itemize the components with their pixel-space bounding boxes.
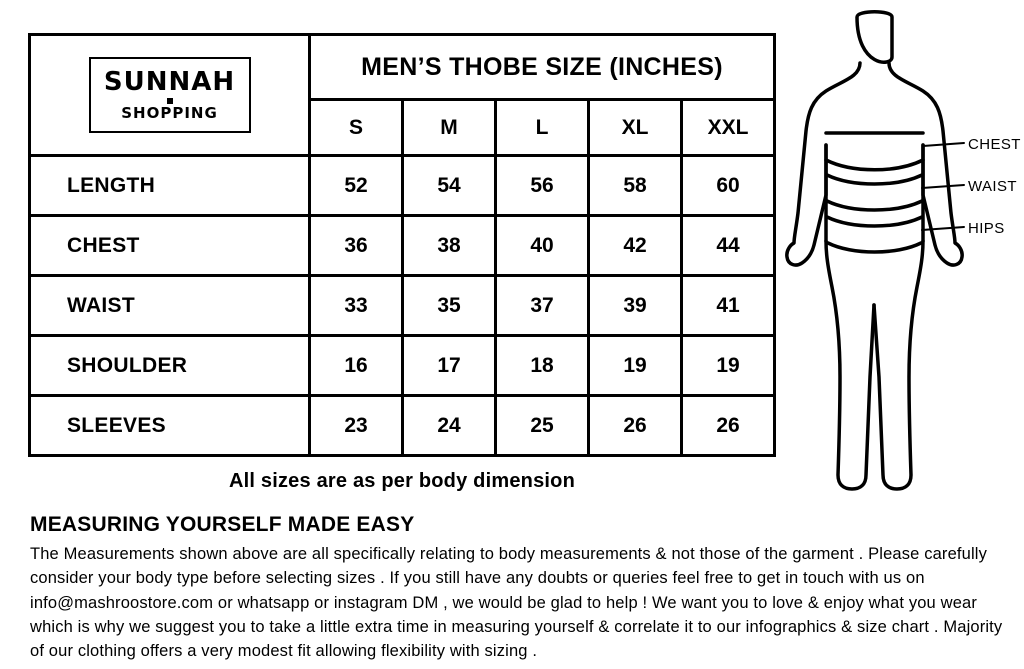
brand-logo-cell: [30, 35, 310, 156]
cell-waist-xl: 39: [589, 276, 682, 336]
body-figure-svg: [782, 5, 1024, 505]
row-label-length: LENGTH: [30, 156, 310, 216]
cell-chest-xl: 42: [589, 216, 682, 276]
cell-sleeves-l: 25: [496, 396, 589, 456]
table-row: [30, 336, 775, 396]
measuring-guide-paragraph: The Measurements shown above are all specifically relating to body measurements & not those of the garment . Please carefully consider your body type before selecting sizes . If you still have any doubts or queries feel free to get in touch with us on info@mashroostore.com or whatsapp or instagram DM , we would be glad to help ! We want you to love & enjoy what you wear which is why we suggest you to take a little extra time in measuring yourself & correlate it to our infographics & size chart . Majority of our clothing offers a very modest fit allowing flexibility with sizing .: [30, 545, 1003, 660]
table-row: [30, 396, 775, 456]
cell-sleeves-m: 24: [403, 396, 496, 456]
cell-shoulder-s: 16: [310, 336, 403, 396]
measuring-guide-heading: MEASURING YOURSELF MADE EASY: [30, 513, 415, 536]
table-row: [30, 276, 775, 336]
body-figure: [782, 5, 1024, 505]
cell-waist-l: 37: [496, 276, 589, 336]
figure-label-chest: CHEST: [968, 136, 1021, 153]
figure-label-hips: HIPS: [968, 220, 1005, 237]
size-header-s: S: [310, 100, 403, 156]
cell-length-s: 52: [310, 156, 403, 216]
cell-shoulder-xl: 19: [589, 336, 682, 396]
row-label-waist: WAIST: [30, 276, 310, 336]
cell-shoulder-m: 17: [403, 336, 496, 396]
cell-sleeves-xxl: 26: [682, 396, 775, 456]
cell-chest-xxl: 44: [682, 216, 775, 276]
cell-waist-s: 33: [310, 276, 403, 336]
logo-sub-text: SHOPPING: [121, 104, 218, 122]
cell-shoulder-l: 18: [496, 336, 589, 396]
row-label-chest: CHEST: [30, 216, 310, 276]
measuring-guide: [30, 513, 1010, 663]
cell-shoulder-xxl: 19: [682, 336, 775, 396]
size-header-m: M: [403, 100, 496, 156]
row-label-shoulder: SHOULDER: [30, 336, 310, 396]
size-header-l: L: [496, 100, 589, 156]
cell-waist-xxl: 41: [682, 276, 775, 336]
cell-chest-s: 36: [310, 216, 403, 276]
chart-note: All sizes are as per body dimension: [228, 470, 575, 492]
cell-length-m: 54: [403, 156, 496, 216]
size-header-xl: XL: [589, 100, 682, 156]
table-row: [30, 156, 775, 216]
cell-length-xxl: 60: [682, 156, 775, 216]
row-label-sleeves: SLEEVES: [30, 396, 310, 456]
size-header-xxl: XXL: [682, 100, 775, 156]
chart-title: MEN’S THOBE SIZE (INCHES): [310, 35, 775, 100]
cell-sleeves-s: 23: [310, 396, 403, 456]
size-chart-table: [28, 33, 776, 457]
cell-chest-l: 40: [496, 216, 589, 276]
figure-label-waist: WAIST: [968, 178, 1017, 195]
cell-sleeves-xl: 26: [589, 396, 682, 456]
logo: [89, 57, 251, 133]
cell-chest-m: 38: [403, 216, 496, 276]
logo-main-text: SUNNAH: [103, 67, 236, 97]
table-header-row: [30, 35, 775, 100]
table-row: [30, 216, 775, 276]
cell-length-xl: 58: [589, 156, 682, 216]
cell-waist-m: 35: [403, 276, 496, 336]
cell-length-l: 56: [496, 156, 589, 216]
size-chart-container: [28, 33, 776, 493]
